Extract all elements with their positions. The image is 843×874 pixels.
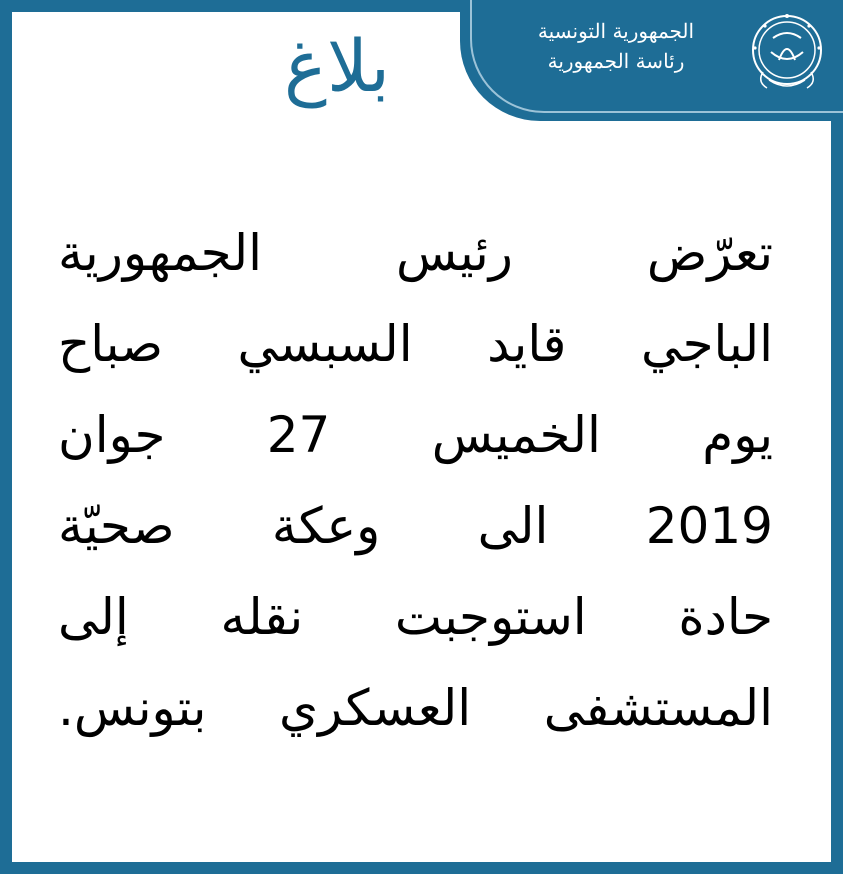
body-line: تعرّض رئيس الجمهورية: [58, 224, 773, 282]
body-line: المستشفى العسكري بتونس.: [58, 679, 773, 737]
page-title: بلاغ: [284, 24, 390, 108]
announcement-body: [58, 208, 773, 754]
body-line: الباجي قايد السبسي صباح: [58, 315, 773, 373]
institution-country: الجمهورية التونسية: [537, 19, 695, 43]
institution-presidency: رئاسة الجمهورية: [547, 49, 685, 73]
institution-header: [501, 16, 731, 76]
body-line: يوم الخميس 27 جوان: [58, 406, 773, 464]
presidency-emblem-icon: [745, 8, 829, 96]
body-line: 2019 الى وعكة صحيّة: [58, 497, 773, 555]
body-line: حادة استوجبت نقله إلى: [58, 588, 773, 646]
